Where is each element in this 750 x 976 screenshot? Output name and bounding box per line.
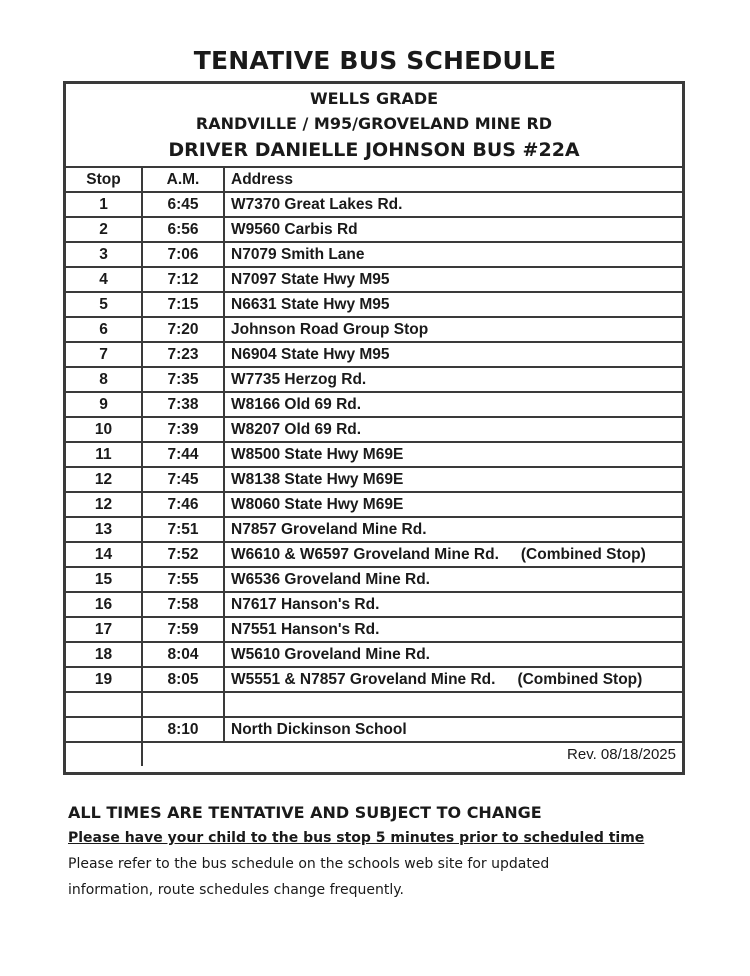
- time-cell: 7:58: [142, 592, 224, 617]
- time-cell: 7:38: [142, 392, 224, 417]
- address-cell: [224, 492, 682, 517]
- stop-cell: 6: [66, 317, 142, 342]
- address-cell: [224, 317, 682, 342]
- table-row: [66, 642, 682, 667]
- time-cell: 7:52: [142, 542, 224, 567]
- stop-cell: 10: [66, 417, 142, 442]
- stop-cell: 17: [66, 617, 142, 642]
- address-text: N7617 Hanson's Rd.: [231, 595, 380, 613]
- address-cell: [224, 717, 682, 742]
- address-cell: [224, 417, 682, 442]
- stop-cell: 12: [66, 467, 142, 492]
- address-text: W6536 Groveland Mine Rd.: [231, 570, 430, 588]
- table-row: [66, 192, 682, 217]
- table-row: [66, 267, 682, 292]
- stop-cell: 11: [66, 442, 142, 467]
- time-cell: 7:12: [142, 267, 224, 292]
- address-text: W8138 State Hwy M69E: [231, 470, 404, 488]
- stop-cell: 8: [66, 367, 142, 392]
- address-text: W6610 & W6597 Groveland Mine Rd.: [231, 545, 499, 563]
- address-text: W8060 State Hwy M69E: [231, 495, 404, 513]
- address-cell: [224, 392, 682, 417]
- stop-cell: [66, 717, 142, 742]
- time-cell: 6:45: [142, 192, 224, 217]
- stop-cell: 7: [66, 342, 142, 367]
- stop-cell: 9: [66, 392, 142, 417]
- table-row: [66, 292, 682, 317]
- address-cell: [224, 467, 682, 492]
- table-row: [66, 542, 682, 567]
- time-cell: 7:35: [142, 367, 224, 392]
- table-row: [66, 342, 682, 367]
- table-row: [66, 492, 682, 517]
- address-cell: [224, 567, 682, 592]
- time-cell: 7:15: [142, 292, 224, 317]
- stop-cell: 12: [66, 492, 142, 517]
- time-cell: 7:39: [142, 417, 224, 442]
- website-note-line-1: Please refer to the bus schedule on the schools web site for updated: [68, 856, 550, 872]
- address-text: W7735 Herzog Rd.: [231, 370, 367, 388]
- address-cell: [224, 692, 682, 717]
- time-cell: 6:56: [142, 217, 224, 242]
- stop-cell: 18: [66, 642, 142, 667]
- revision-row: [66, 742, 682, 766]
- address-text: N7857 Groveland Mine Rd.: [231, 520, 427, 538]
- time-cell: 7:23: [142, 342, 224, 367]
- time-cell: 8:04: [142, 642, 224, 667]
- address-cell: [224, 367, 682, 392]
- stop-cell: 5: [66, 292, 142, 317]
- address-text: Johnson Road Group Stop: [231, 320, 429, 338]
- address-text: W8166 Old 69 Rd.: [231, 395, 362, 413]
- address-text: N6631 State Hwy M95: [231, 295, 390, 313]
- page-title: TENATIVE BUS SCHEDULE: [193, 46, 557, 75]
- stop-cell: 16: [66, 592, 142, 617]
- schedule-table: [66, 166, 682, 766]
- stop-cell: 13: [66, 517, 142, 542]
- address-cell: [224, 642, 682, 667]
- address-text: N7079 Smith Lane: [231, 245, 365, 263]
- table-row: [66, 392, 682, 417]
- address-cell: [224, 442, 682, 467]
- stop-cell: 2: [66, 217, 142, 242]
- address-text: North Dickinson School: [231, 720, 407, 738]
- revision-date: Rev. 08/18/2025: [142, 742, 682, 766]
- address-text: N7551 Hanson's Rd.: [231, 620, 380, 638]
- time-cell: 7:51: [142, 517, 224, 542]
- schedule-frame: [63, 81, 685, 775]
- table-row: [66, 517, 682, 542]
- stop-cell: 14: [66, 542, 142, 567]
- address-cell: [224, 292, 682, 317]
- table-row: [66, 667, 682, 692]
- stop-cell: 19: [66, 667, 142, 692]
- address-text: W8207 Old 69 Rd.: [231, 420, 362, 438]
- time-cell: 7:55: [142, 567, 224, 592]
- stop-cell: 1: [66, 192, 142, 217]
- combined-stop-note: (Combined Stop): [520, 545, 646, 563]
- table-row: [66, 692, 682, 717]
- empty-cell: [66, 742, 142, 766]
- time-cell: 7:44: [142, 442, 224, 467]
- table-row: [66, 592, 682, 617]
- address-cell: [224, 267, 682, 292]
- table-row: [66, 417, 682, 442]
- table-row: [66, 217, 682, 242]
- address-cell: [224, 542, 682, 567]
- column-header-stop: Stop: [66, 167, 142, 192]
- address-text: W9560 Carbis Rd: [231, 220, 358, 238]
- table-header-row: [66, 167, 682, 192]
- stop-cell: [66, 692, 142, 717]
- address-cell: [224, 667, 682, 692]
- address-cell: [224, 242, 682, 267]
- table-row: [66, 617, 682, 642]
- time-cell: [142, 692, 224, 717]
- address-cell: [224, 617, 682, 642]
- time-cell: 7:45: [142, 467, 224, 492]
- address-cell: [224, 517, 682, 542]
- column-header-address: Address: [224, 167, 682, 192]
- address-text: W7370 Great Lakes Rd.: [231, 195, 403, 213]
- website-note-line-2: information, route schedules change frequently.: [68, 882, 404, 898]
- table-row: [66, 317, 682, 342]
- stop-cell: 3: [66, 242, 142, 267]
- table-row: [66, 242, 682, 267]
- arrival-instruction: Please have your child to the bus stop 5 minutes prior to scheduled time: [68, 830, 645, 846]
- address-text: N7097 State Hwy M95: [231, 270, 390, 288]
- stop-cell: 4: [66, 267, 142, 292]
- address-text: W8500 State Hwy M69E: [231, 445, 404, 463]
- column-header-am: A.M.: [142, 167, 224, 192]
- table-row: [66, 567, 682, 592]
- address-text: W5610 Groveland Mine Rd.: [231, 645, 430, 663]
- address-text: W5551 & N7857 Groveland Mine Rd.: [231, 670, 496, 688]
- time-cell: 7:59: [142, 617, 224, 642]
- address-cell: [224, 342, 682, 367]
- address-cell: [224, 192, 682, 217]
- driver-bus: DRIVER DANIELLE JOHNSON BUS #22A: [168, 139, 580, 161]
- table-row: [66, 367, 682, 392]
- time-cell: 8:05: [142, 667, 224, 692]
- route-name: RANDVILLE / M95/GROVELAND MINE RD: [195, 114, 553, 133]
- table-row: [66, 717, 682, 742]
- combined-stop-note: (Combined Stop): [517, 670, 643, 688]
- time-cell: 8:10: [142, 717, 224, 742]
- table-row: [66, 467, 682, 492]
- school-name: WELLS GRADE: [309, 89, 439, 108]
- address-cell: [224, 592, 682, 617]
- time-cell: 7:06: [142, 242, 224, 267]
- address-cell: [224, 217, 682, 242]
- address-text: N6904 State Hwy M95: [231, 345, 390, 363]
- stop-cell: 15: [66, 567, 142, 592]
- table-row: [66, 442, 682, 467]
- time-cell: 7:20: [142, 317, 224, 342]
- time-cell: 7:46: [142, 492, 224, 517]
- tentative-notice: ALL TIMES ARE TENTATIVE AND SUBJECT TO CHANGE: [68, 803, 542, 822]
